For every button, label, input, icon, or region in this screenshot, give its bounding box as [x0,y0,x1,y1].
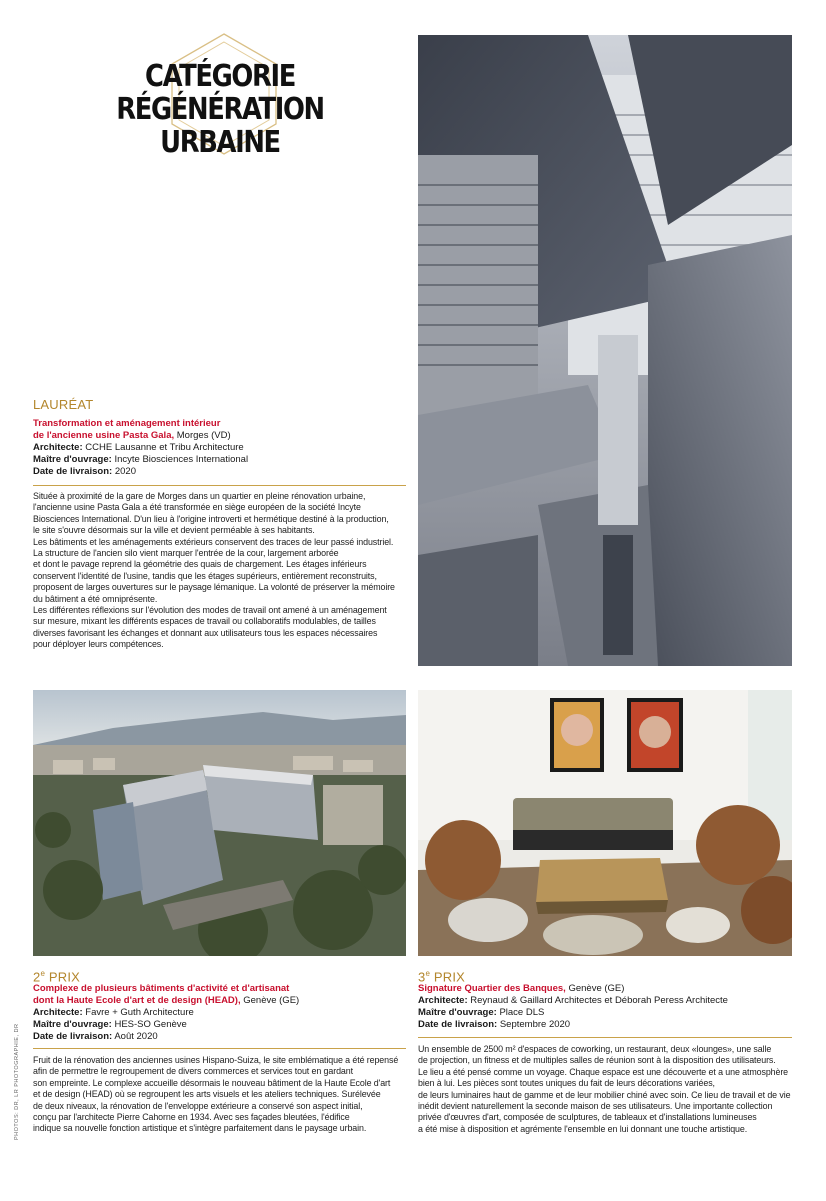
prix3-body-line: privée d'œuvres d'art, composée de sculptures, de tableaux et d'installations lumineuses [418,1112,757,1123]
prix3-heading [418,966,465,984]
prix3-body [418,1044,803,1135]
prix3-title-line1 [418,983,798,995]
photo-credit: PHOTOS: DR, LR PHOTOGRAPHIE, DR [14,1023,20,1140]
prix3-title-text: Signature Quartier des Banques, [418,983,566,994]
laureat-body-line: La structure de l'ancien silo vient marquer l'entrée de la cour, largement arborée [33,548,339,559]
prix3-maitre-value: Place DLS [499,1007,545,1018]
laureat-body-line: Située à proximité de la gare de Morges dans un quartier en pleine rénovation urbaine, [33,491,366,501]
page-title-line1: CATÉGORIE [145,59,295,94]
laureat-body-line: conservent l'identité de l'usine, tandis que les étages supérieurs, entièrement reconstruits, [33,570,377,581]
laureat-body-line: Biosciences International. D'un lieu à l'origine introverti et hermétique destiné à la production, [33,513,389,524]
prix2-body-line: Fruit de la rénovation des anciennes usines Hispano-Suiza, le site emblématique a été repensé [33,1055,399,1065]
prix3-date-label: Date de livraison: [418,1019,498,1030]
prix3-body-line: a été mise à disposition et agrémente l'ensemble en lui donnant une touche artistique. [418,1123,748,1134]
laureat-title-text: de l'ancienne usine Pasta Gala, [33,430,175,441]
prix2-body-line: conçu par l'architecte Pierre Cahorne en 1934. Avec ses façades bleutées, l'édifice [33,1112,350,1123]
prix3-body-line: bien à lui. Les pièces sont toutes uniques du fait de leurs décorations variées, [418,1078,715,1089]
page-title [65,60,375,159]
laureat-date-label: Date de livraison: [33,466,113,477]
laureat-divider [33,485,406,486]
prix3-details [418,983,798,1031]
prix2-architecte [33,1007,413,1019]
prix2-date-label: Date de livraison: [33,1031,113,1042]
prix3-architecte-value: Reynaud & Gaillard Architectes et Déborah Peress Architecte [470,995,728,1006]
prix3-body-line: de projection, un fitness et de multiples salles de réunion sont à la disposition des utilisateurs. [418,1055,776,1066]
prix3-divider [418,1037,792,1038]
prix2-divider [33,1048,406,1049]
laureat-body-line: diverses favorisant les échanges et donnant aux utilisateurs tous les espaces nécessaires [33,627,378,638]
laureat-maitre-value: Incyte Biosciences International [114,454,249,465]
prix2-maitre-label: Maître d'ouvrage: [33,1019,112,1030]
prix3-body-line: inédit devient naturellement la seconde maison de ses utilisateurs. Une importante collection [418,1101,773,1112]
prix2-body [33,1055,418,1135]
prix2-title-line1: Complexe de plusieurs bâtiments d'activité et d'artisanat [33,983,290,994]
prix3-body-line: Le lieu a été pensé comme un voyage. Chaque espace est une découverte et a une atmosphère [418,1066,789,1077]
prix3-body-line: Un ensemble de 2500 m² d'espaces de coworking, un restaurant, deux «lounges», une salle [418,1044,772,1054]
prix3-date-value: Septembre 2020 [499,1019,571,1030]
prix2-date [33,1031,413,1043]
prix2-photo [33,690,406,956]
laureat-body-line: pour déployer leurs compétences. [33,639,164,650]
laureat-body-line: Les différentes réflexions sur l'évolution des modes de travail ont amené à un aménagement [33,605,387,616]
laureat-architecte-label: Architecte: [33,442,83,453]
laureat-body-line: et dont le pavage reprend la géométrie des quais de chargement. Les étages inférieurs [33,559,367,570]
prix2-location: Genève (GE) [243,995,300,1006]
prix2-architecte-value: Favre + Guth Architecture [85,1007,194,1018]
prix2-body-line: afin de permettre le regroupement de divers commerces et services tout en gardant [33,1066,353,1077]
prix2-heading [33,966,80,984]
prix3-photo [418,690,792,956]
laureat-architecte [33,442,413,454]
prix2-heading-sup: e [40,969,46,978]
prix3-location: Genève (GE) [568,983,625,994]
laureat-title-line1: Transformation et aménagement intérieur [33,418,221,429]
laureat-maitre-label: Maître d'ouvrage: [33,454,112,465]
laureat-maitre [33,454,413,466]
laureat-details [33,418,413,478]
prix2-architecte-label: Architecte: [33,1007,83,1018]
laureat-architecte-value: CCHE Lausanne et Tribu Architecture [85,442,244,453]
prix3-date [418,1019,798,1031]
laureat-body-line: Les bâtiments et les aménagements extérieurs conservent des traces de leur passé industriel. [33,536,394,547]
prix3-architecte-label: Architecte: [418,995,468,1006]
laureat-heading: LAURÉAT [33,397,94,412]
prix3-architecte [418,995,798,1007]
laureat-location: Morges (VD) [176,430,231,441]
prix2-date-value: Août 2020 [114,1031,158,1042]
prix2-maitre-value: HES-SO Genève [114,1019,187,1030]
prix3-heading-word: PRIX [433,969,466,985]
prix2-body-line: son empreinte. Le complexe accueille désormais le nouveau bâtiment de la Haute Ecole d'art [33,1077,391,1088]
prix2-details [33,983,413,1043]
prix3-body-line: de leurs luminaires haut de gamme et de leur mobilier chiné avec soin. Ce lieu de travail et de vie [418,1089,791,1100]
laureat-body-line: proposent de larges ouvertures sur le paysage lémanique. La volonté de préserver la mémoire [33,582,395,593]
laureat-body [33,491,418,651]
prix3-heading-num: 3 [418,969,426,985]
prix3-maitre-label: Maître d'ouvrage: [418,1007,497,1018]
prix2-heading-word: PRIX [48,969,81,985]
prix2-body-line: et de design (HEAD) où se regroupent les arts visuels et les ateliers techniques. Surélevée [33,1089,381,1100]
prix2-body-line: indique sa nouvelle fonction artistique et s'intègre parfaitement dans le paysage urbain. [33,1123,367,1134]
prix2-maitre [33,1019,413,1031]
laureat-body-line: l'ancienne usine Pasta Gala a été transformée en siège européen de la société Incyte [33,502,361,513]
prix2-heading-num: 2 [33,969,41,985]
prix2-body-line: de deux niveaux, la rénovation de l'enveloppe extérieure a conservé son aspect initial, [33,1100,363,1111]
prix2-title-line2 [33,995,413,1007]
laureat-photo [418,35,792,666]
laureat-body-line: le site s'ouvre désormais sur la ville et devient perméable à ses habitants. [33,525,315,536]
laureat-body-line: sur mesure, mixant les différents espaces de travail ou collaboratifs modulables, de tailles [33,616,376,627]
prix3-heading-sup: e [425,969,431,978]
laureat-date-value: 2020 [114,466,136,477]
laureat-title-line2 [33,430,413,442]
page-title-line2: RÉGÉNÉRATION URBAINE [116,92,324,160]
laureat-date [33,466,413,478]
laureat-body-line: du bâtiment a été omniprésente. [33,593,158,604]
prix2-title-text: dont la Haute Ecole d'art et de design (HEAD), [33,995,241,1006]
prix3-maitre [418,1007,798,1019]
